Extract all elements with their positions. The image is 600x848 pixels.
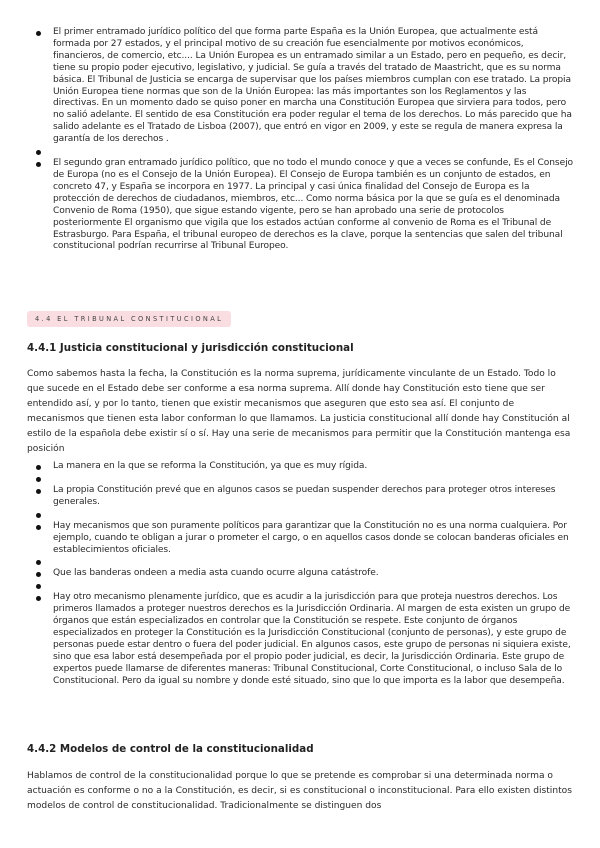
body-paragraph: Hablamos de control de la constitucionalidad porque lo que se pretende es comprobar si una determinada norma o actuación es conforme o no a la Constitución, es decir, si es constitucional o inconstitucional. Para ello existen distintos modelos de control de constitucionalidad. Tradicionalmente se distinguen dos (27, 771, 572, 811)
list-item: Hay otro mecanismo plenamente jurídico, que es acudir a la jurisdicción para que proteja nuestros derechos. Los primeros llamados a proteger nuestros derechos es la Jurisdicción Ordinaria. Al margen de esta existen un grupo de órganos que están especializados en controlar que la Constitución se respete. Este conjunto de órganos especializados en proteger la Constitución es la Jurisdicción Constitucional (conjunto de personas), y este grupo de personas puede estar dentro o fuera del poder judicial. En algunos casos, este grupo de personas ni siquiera existe, sino que esa labor está desempeñada por el propio poder judicial, es decir, la Jurisdicción Ordinaria. Este grupo de expertos puede llamarse de diferentes maneras: Tribunal Constitucional, Corte Constitucional, o incluso Sala de lo Constitucional. Pero da igual su nombre y donde esté situado, sino que lo que importa es la labor que desempeña. (33, 592, 573, 687)
empty-list-item (33, 509, 573, 521)
subsection-heading: 4.4.1 Justicia constitucional y jurisdicción constitucional (27, 342, 354, 354)
section-tag: 4.4 EL TRIBUNAL CONSTITUCIONAL (27, 311, 231, 327)
empty-list-item (33, 580, 573, 592)
list-item: El primer entramado jurídico político del que forma parte España es la Unión Europea, que actualmente está formada por 27 estados, y el principal motivo de su creación fue esencialmente por motivos económicos, financieros, de comercio, etc.... La Unión Europea es un entramado similar a un Estado, pero en pequeño, es decir, tiene su propio poder ejecutivo, legislativo, y judicial. Se guía a través del tratado de Maastricht, que es su norma básica. El Tribunal de Justicia se encarga de supervisar que los países miembros cumplan con ese tratado. La propia Unión Europea tiene normas que son de la Unión Europea: las más importantes son los Reglamentos y las directivas. En un momento dado se quiso poner en marcha una Constitución Europea que sirviera para todos, pero no salió adelante. El sentido de esa Constitución era poder regular el tema de los derechos. Lo más parecido que ha salido adelante es el Tratado de Lisboa (2007), que entró en vigor en 2009, y este se regula de manera expresa la garantía de los derechos . (33, 27, 573, 146)
list-item: La propia Constitución prevé que en algunos casos se puedan suspender derechos para proteger otros intereses generales. (33, 485, 573, 509)
list-item: Hay mecanismos que son puramente políticos para garantizar que la Constitución no es una norma cualquiera. Por ejemplo, cuando te obligan a jurar o prometer el cargo, o en aquellos casos donde se colocan banderas oficiales en establecimientos oficiales. (33, 521, 573, 557)
subsection-heading: 4.4.2 Modelos de control de la constitucionalidad (27, 743, 314, 755)
list-item: El segundo gran entramado jurídico político, que no todo el mundo conoce y que a veces se confunde, Es el Consejo de Europa (no es el Consejo de la Unión Europea). El Consejo de Europa también es un conjunto de estados, en concreto 47, y España se incorpora en 1977. La principal y casi única finalidad del Consejo de Europa es la protección de derechos de ciudadanos, miembros, etc... Como norma básica por la que se guía es el denominada Convenio de Roma (1950), que sigue estando vigente, pero se han aprobado una serie de protocolos posteriormente El organismo que vigila que los estados actúan conforme al convenio de Roma es el Tribunal de Estrasburgo. Para España, el tribunal europeo de derechos es la clave, porque la sentencias que salen del tribunal constitucional podrían recurrirse al Tribunal Europeo. (33, 158, 573, 253)
body-paragraph: Como sabemos hasta la fecha, la Constitución es la norma suprema, jurídicamente vinculante de un Estado. Todo lo que sucede en el Estado debe ser conforme a esa norma suprema. Allí donde hay Constitución esto tiene que ser entendido así, y por lo tanto, tienen que existir mecanismos que aseguren que esto sea así. El conjunto de mecanismos que tienen esta labor conforman lo que llamamos. La justicia constitucional allí donde hay Constitución al estilo de la española debe existir sí o sí. Hay una serie de mecanismos para permitir que la Constitución mantenga esa posición (27, 369, 571, 454)
list-item: Que las banderas ondeen a media asta cuando ocurre alguna catástrofe. (33, 568, 573, 580)
eu-bullet-list (33, 27, 573, 253)
list-item: La manera en la que se reforma la Constitución, ya que es muy rígida. (33, 461, 573, 473)
mechanisms-bullet-list (33, 461, 573, 688)
empty-list-item (33, 473, 573, 485)
empty-list-item (33, 556, 573, 568)
empty-list-item (33, 146, 573, 158)
